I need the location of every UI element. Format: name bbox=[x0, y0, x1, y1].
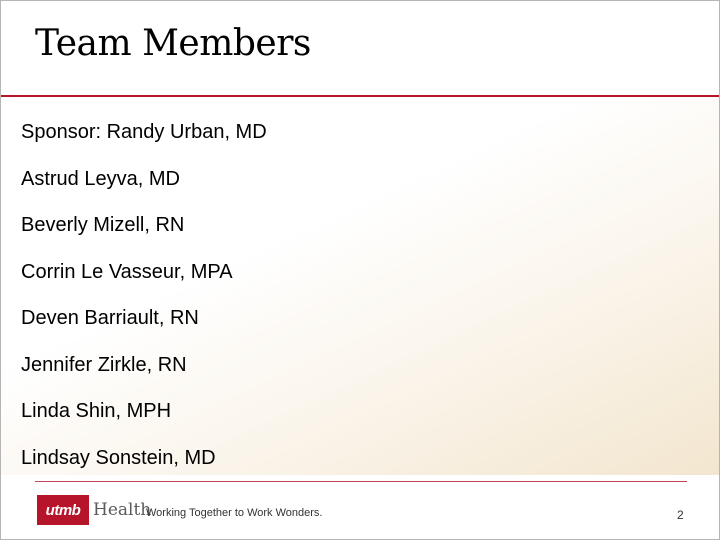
list-item: Jennifer Zirkle, RN bbox=[21, 353, 187, 376]
list-item: Lindsay Sonstein, MD bbox=[21, 446, 216, 469]
list-item: Sponsor: Randy Urban, MD bbox=[21, 121, 267, 143]
slide-title: Team Members bbox=[35, 23, 311, 64]
team-member-list bbox=[21, 118, 267, 490]
list-item: Linda Shin, MPH bbox=[21, 400, 172, 422]
page-number: 2 bbox=[677, 508, 684, 522]
utmb-health-logo bbox=[37, 495, 151, 525]
list-item: Deven Barriault, RN bbox=[21, 307, 199, 329]
list-item: Astrud Leyva, MD bbox=[21, 167, 180, 190]
list-item: Beverly Mizell, RN bbox=[21, 214, 185, 236]
footer-divider bbox=[35, 481, 687, 482]
list-item: Corrin Le Vasseur, MPA bbox=[21, 260, 233, 283]
logo-wordmark: Health bbox=[93, 500, 152, 520]
logo-mark: utmb bbox=[37, 495, 89, 525]
footer-tagline: Working Together to Work Wonders. bbox=[146, 507, 323, 519]
